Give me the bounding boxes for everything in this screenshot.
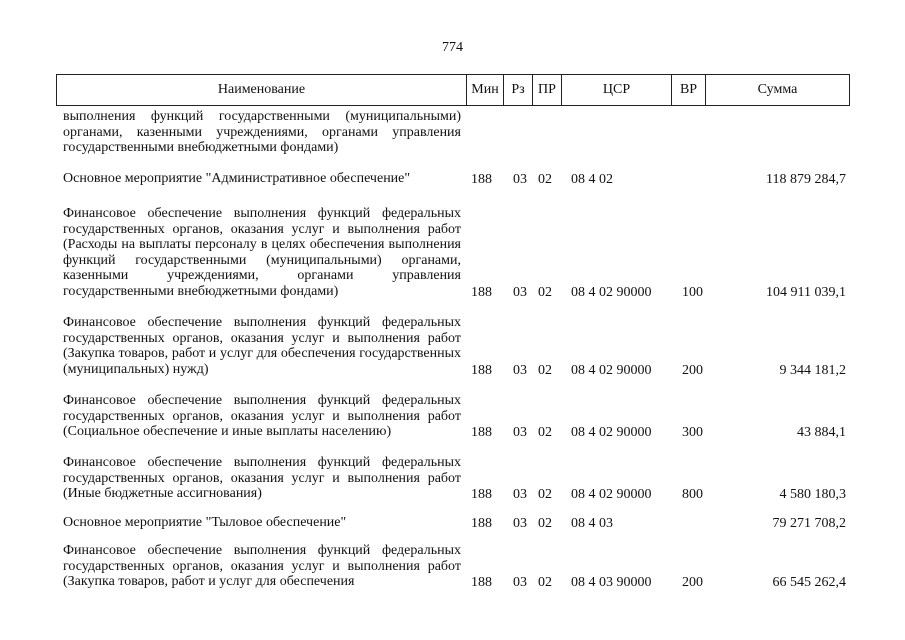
row-min: 188 (471, 284, 492, 300)
row-rz: 03 (513, 574, 527, 590)
table-row (0, 171, 905, 187)
row-csr: 08 4 02 90000 (571, 424, 652, 440)
row-name: Финансовое обеспечение выполнения функций федеральных государственных органов, оказания услуг и выполнения работ (Социальное обеспечение и иные выплаты населению) (63, 393, 461, 439)
header-rz: Рз (503, 75, 532, 105)
row-name: Основное мероприятие "Тыловое обеспечение" (63, 515, 347, 530)
row-rz: 03 (513, 486, 527, 502)
row-pr: 02 (538, 362, 552, 378)
table-row (0, 393, 905, 440)
row-pr: 02 (538, 515, 552, 531)
header-vr: ВР (671, 75, 705, 105)
row-min: 188 (471, 362, 492, 378)
row-pr: 02 (538, 171, 552, 187)
row-min: 188 (471, 515, 492, 531)
table-row (0, 455, 905, 502)
row-pr: 02 (538, 284, 552, 300)
row-csr: 08 4 02 90000 (571, 486, 652, 502)
row-min: 188 (471, 486, 492, 502)
row-name: Финансовое обеспечение выполнения функций федеральных государственных органов, оказания услуг и выполнения работ (Иные бюджетные ассигнования) (63, 455, 461, 501)
header-name: Наименование (217, 82, 306, 97)
row-vr: 200 (682, 362, 703, 378)
row-name: Финансовое обеспечение выполнения функций федеральных государственных органов, оказания услуг и выполнения работ (Расходы на выплаты персоналу в целях обеспечения выполнения функций государственными (муниципальными) органами, казенными учреждениями, органами управления государственными внебюджетными фондами) (63, 206, 461, 299)
row-sum: 4 580 180,3 (779, 486, 846, 502)
row-name: Финансовое обеспечение выполнения функций федеральных государственных органов, оказания услуг и выполнения работ (Закупка товаров, работ и услуг для обеспечения государственных (муниципальных) нужд) (63, 315, 461, 377)
row-rz: 03 (513, 284, 527, 300)
row-rz: 03 (513, 424, 527, 440)
row-vr: 200 (682, 574, 703, 590)
row-sum: 118 879 284,7 (766, 171, 846, 187)
row-pr: 02 (538, 424, 552, 440)
table-row (0, 515, 905, 531)
table-row (0, 109, 905, 156)
row-pr: 02 (538, 574, 552, 590)
row-min: 188 (471, 424, 492, 440)
row-sum: 79 271 708,2 (772, 515, 846, 531)
row-csr: 08 4 02 90000 (571, 284, 652, 300)
table-row (0, 543, 905, 590)
header-sum: Сумма (705, 75, 849, 105)
row-csr: 08 4 03 90000 (571, 574, 652, 590)
row-sum: 9 344 181,2 (779, 362, 846, 378)
row-rz: 03 (513, 362, 527, 378)
row-csr: 08 4 03 (571, 515, 613, 531)
row-vr: 300 (682, 424, 703, 440)
row-sum: 66 545 262,4 (772, 574, 846, 590)
table-header (56, 74, 850, 106)
row-csr: 08 4 02 90000 (571, 362, 652, 378)
row-name: Финансовое обеспечение выполнения функций федеральных государственных органов, оказания услуг и выполнения работ (Закупка товаров, работ и услуг для обеспечения (63, 543, 461, 589)
row-csr: 08 4 02 (571, 171, 613, 187)
header-csr: ЦСР (561, 75, 671, 105)
row-sum: 104 911 039,1 (766, 284, 846, 300)
table-row (0, 206, 905, 300)
header-pr: ПР (532, 75, 561, 105)
row-rz: 03 (513, 515, 527, 531)
row-name: выполнения функций государственными (муниципальными) органами, казенными учреждениями, органами управления государственными внебюджетными фондами) (63, 109, 461, 155)
row-vr: 100 (682, 284, 703, 300)
row-min: 188 (471, 574, 492, 590)
row-vr: 800 (682, 486, 703, 502)
header-min: Мин (466, 75, 503, 105)
table-row (0, 315, 905, 378)
row-pr: 02 (538, 486, 552, 502)
row-name: Основное мероприятие "Административное обеспечение" (63, 171, 411, 186)
row-rz: 03 (513, 171, 527, 187)
row-sum: 43 884,1 (797, 424, 846, 440)
page-number: 774 (442, 40, 463, 55)
row-min: 188 (471, 171, 492, 187)
